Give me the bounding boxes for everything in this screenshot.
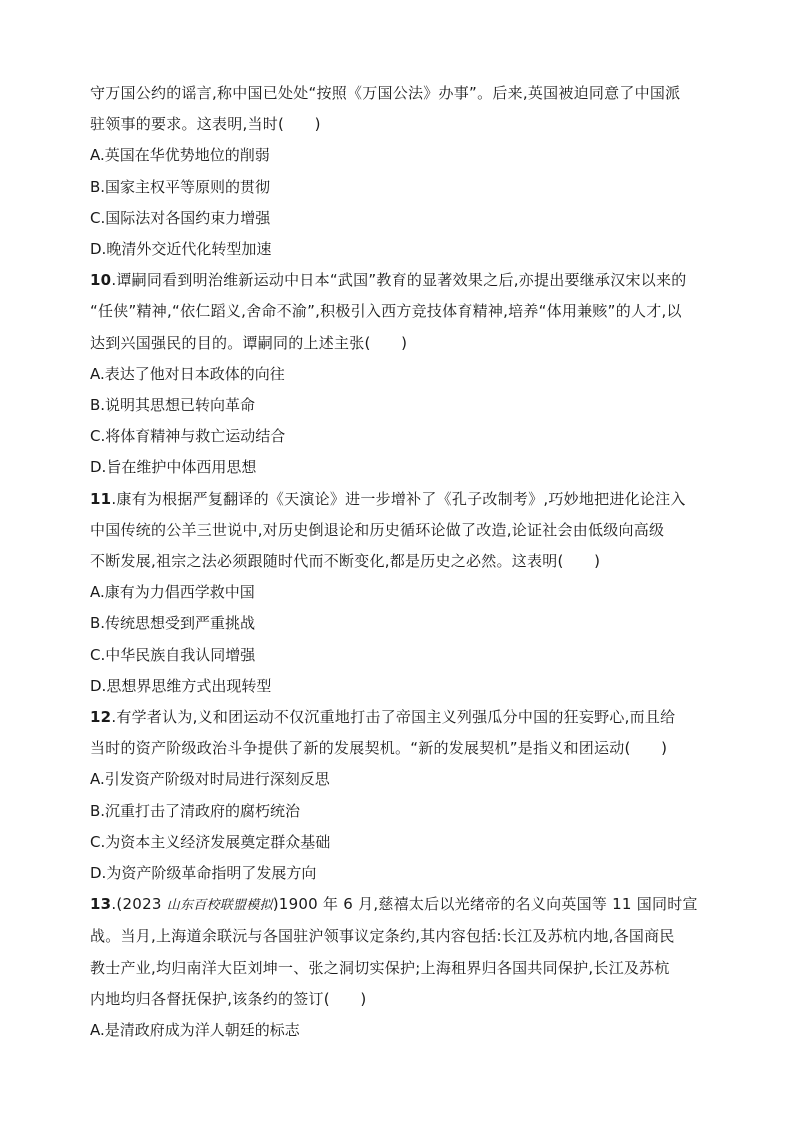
option-c[interactable]: C.中华民族自我认同增强 bbox=[90, 645, 256, 664]
stem-line: 教士产业,均归南洋大臣刘坤一、张之洞切实保护;上海租界归各国共同保护,长江及苏杭 bbox=[90, 958, 670, 977]
question-number: 11 bbox=[90, 489, 112, 508]
question-11 bbox=[90, 484, 704, 702]
stem-line: 中国传统的公羊三世说中,对历史倒退论和历史循环论做了改造,论证社会由低级向高级 bbox=[90, 520, 665, 539]
stem-line: 战。当月,上海道余联沅与各国驻沪领事议定条约,其内容包括:长江及苏杭内地,各国商民 bbox=[90, 927, 675, 946]
option-d[interactable]: D.思想界思维方式出现转型 bbox=[90, 676, 272, 695]
option-d[interactable]: D.晚清外交近代化转型加速 bbox=[90, 240, 272, 259]
question-10 bbox=[90, 265, 704, 483]
stem-line: 不断发展,祖宗之法必须跟随时代而不断变化,都是历史之必然。这表明( ) bbox=[90, 552, 601, 571]
option-c[interactable]: C.将体育精神与救亡运动结合 bbox=[90, 427, 286, 446]
stem-line bbox=[90, 702, 704, 733]
option-a[interactable]: A.英国在华优势地位的削弱 bbox=[90, 146, 270, 165]
stem-line: 当时的资产阶级政治斗争提供了新的发展契机。“新的发展契机”是指义和团运动( ) bbox=[90, 739, 668, 758]
stem-line: 驻领事的要求。这表明,当时( ) bbox=[90, 115, 321, 134]
option-a[interactable]: A.引发资产阶级对时局进行深刻反思 bbox=[90, 770, 330, 789]
question-number: 10 bbox=[90, 271, 112, 290]
option-a[interactable]: A.表达了他对日本政体的向往 bbox=[90, 364, 285, 383]
stem-text: .(2023 bbox=[111, 895, 167, 914]
stem-line bbox=[90, 889, 704, 921]
source-tag: 山东百校联盟模拟 bbox=[166, 898, 273, 914]
option-b[interactable]: B.传统思想受到严重挑战 bbox=[90, 614, 256, 633]
question-13 bbox=[90, 889, 704, 1046]
stem-line: “任侠”精神,“依仁蹈义,舍命不渝”,积极引入西方竞技体育精神,培养“体用兼赅”的人才,以 bbox=[90, 302, 682, 321]
stem-text: .谭嗣同看到明治维新运动中日本“武国”教育的显著效果之后,亦提出要继承汉宋以来的 bbox=[111, 271, 687, 290]
stem-line bbox=[90, 265, 704, 296]
option-c[interactable]: C.为资本主义经济发展奠定群众基础 bbox=[90, 832, 331, 851]
question-12 bbox=[90, 702, 704, 889]
question-9-continuation bbox=[90, 78, 704, 265]
question-number: 13 bbox=[90, 895, 112, 914]
option-b[interactable]: B.说明其思想已转向革命 bbox=[90, 396, 256, 415]
stem-line: 守万国公约的谣言,称中国已处处“按照《万国公法》办事”。后来,英国被迫同意了中国派 bbox=[90, 84, 681, 102]
option-b[interactable]: B.沉重打击了清政府的腐朽统治 bbox=[90, 801, 301, 820]
option-d[interactable]: D.旨在维护中体西用思想 bbox=[90, 458, 257, 477]
option-a[interactable]: A.是清政府成为洋人朝廷的标志 bbox=[90, 1021, 300, 1040]
stem-line: 达到兴国强民的目的。谭嗣同的上述主张( ) bbox=[90, 333, 408, 352]
question-number: 12 bbox=[90, 708, 112, 727]
option-a[interactable]: A.康有为力倡西学救中国 bbox=[90, 583, 255, 602]
option-b[interactable]: B.国家主权平等原则的贯彻 bbox=[90, 177, 271, 196]
question-list bbox=[90, 78, 704, 1046]
stem-line bbox=[90, 484, 704, 515]
stem-line: 内地均归各督抚保护,该条约的签订( ) bbox=[90, 989, 367, 1008]
option-d[interactable]: D.为资产阶级革命指明了发展方向 bbox=[90, 864, 317, 883]
stem-text: )1900 年 6 月,慈禧太后以光绪帝的名义向英国等 11 国同时宣 bbox=[272, 895, 698, 914]
stem-text: .有学者认为,义和团运动不仅沉重地打击了帝国主义列强瓜分中国的狂妄野心,而且给 bbox=[111, 708, 676, 727]
stem-text: .康有为根据严复翻译的《天演论》进一步增补了《孔子改制考》,巧妙地把进化论注入 bbox=[111, 489, 686, 508]
option-c[interactable]: C.国际法对各国约束力增强 bbox=[90, 208, 271, 227]
